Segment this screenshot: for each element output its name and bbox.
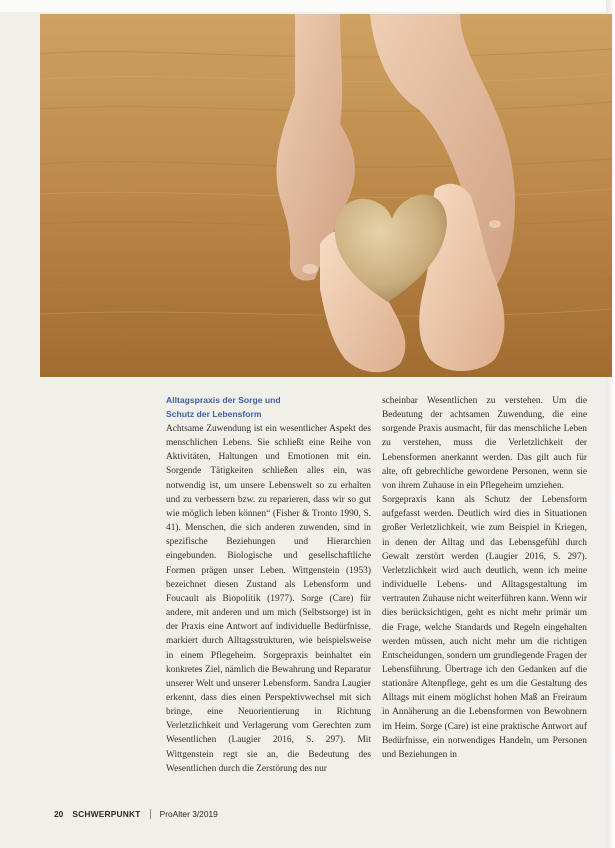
section-heading: [166, 394, 371, 421]
body-paragraph: scheinbar Wesentlichen zu verstehen. Um die Bedeutung der achtsamen Zuwendung, die eine sorgende Praxis ausmacht, für das menschliche Leben zu verstehen, muss die Verletzlichkeit der Lebensformen anerkannt werden. Das gilt auch für alte, oft gebrechliche gewordene Personen, wenn sie von ihrem Zuhause in ein Pflegeheim umziehen.: [382, 396, 587, 491]
section-heading-line1: Alltagspraxis der Sorge und: [166, 395, 281, 405]
hands-holding-heart-photo: [40, 14, 612, 377]
section-heading-line2: Schutz der Lebensform: [166, 408, 262, 419]
issue-label: ProAlter 3/2019: [159, 809, 218, 819]
right-text-column: [382, 394, 587, 792]
photo-credit: [597, 300, 607, 360]
page-number: 20: [54, 809, 64, 819]
body-paragraph: Achtsame Zuwendung ist ein wesentlicher Aspekt des menschlichen Lebens. Sie schließt eine Reihe von Aktivitäten, Haltungen und Emotionen mit ein. Sorgende Tätigkeiten schließen alles ein, was notwendig ist, um unsere Lebenswelt so zu erhalten und zu verbessern bzw. zu reparieren, dass wir so gut wie möglich leben können“ (Fisher & Tronto 1990, S. 41). Menschen, die sich anderen zuwenden, sind in spezifische Beziehungen und Hierarchien eingebunden. Biologische und gesellschaftliche Formen prägen unser Leben. Wittgenstein (1953) bezeichnet diesen Zustand als Lebensform und Foucault als Biopolitik (1977). Sorge (Care) für andere, mit anderen und um mich (Selbstsorge) ist in der Praxis eine Antwort auf individuelle Bedürfnisse, markiert durch Alltagsstrukturen, wie beispielsweise in einem Pflegeheim. Sorgepraxis beinhaltet ein konkretes Ziel, nämlich die Bewahrung und Reparatur unserer Welt und unserer Lebensform. Sandra Laugier erkennt, dass dies einen Perspektivwechsel mit sich bringe, eine Neuorientierung in Richtung Verletzlichkeit und Verlagerung vom Gerechten zum Wesentlichen (Laugier 2016, S. 297). Mit Wittgenstein regt sie an, die Bedeutung des Wesentlichen durch die Zerstörung des nur: [166, 424, 371, 774]
page-footer: [54, 807, 218, 821]
scan-border-top: [0, 0, 615, 12]
section-name: SCHWERPUNKT: [72, 809, 141, 819]
footer-divider: [150, 809, 151, 819]
body-paragraph: Sorgepraxis kann als Schutz der Lebensform aufgefasst werden. Deutlich wird dies in Situationen großer Verletzlichkeit, wie zum Beispiel in Kriegen, in denen der Alltag und das Lebensgefühl durch Gewalt zerstört werden (Laugier 2016, S. 297). Verletzlichkeit wird auch deutlich, wenn ich meine individuelle Lebens- und Alltagsgestaltung im vertrauten Zuhause nicht weiterführen kann. Wenn wir dies berücksichtigen, geht es nicht mehr primär um die Frage, welche Standards und Regeln eingehalten werden müssen, auch nicht mehr um die richtigen Entscheidungen, sondern um grundlegende Fragen der Lebensführung. Übertrage ich den Gedanken auf die stationäre Altenpflege, geht es um die Gestaltung des Alltags mit einem möglichst hohen Maß an Freiraum in Annäherung an die Lebensformen von Bewohnern im Heim. Sorge (Care) ist eine praktische Antwort auf Bedürfnisse, ein notwendiges Handeln, um Personen und Beziehungen in: [382, 495, 587, 760]
left-text-column: [166, 422, 371, 792]
